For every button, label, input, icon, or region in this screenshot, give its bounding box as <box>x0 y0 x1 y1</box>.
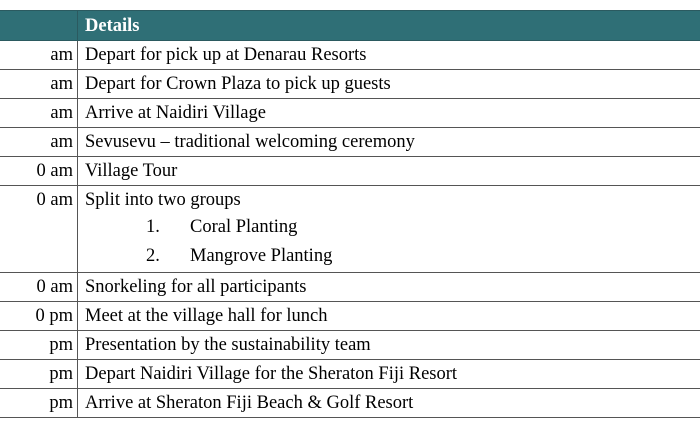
itinerary-table <box>0 10 700 418</box>
time-cell: 0 pm <box>0 302 78 331</box>
time-cell: 0 am <box>0 273 78 302</box>
list-item-text: Coral Planting <box>190 217 298 237</box>
details-cell: Snorkeling for all participants <box>78 273 700 302</box>
time-column-header <box>0 11 78 41</box>
time-cell: 0 am <box>0 157 78 186</box>
table-row <box>0 273 700 302</box>
table-row <box>0 128 700 157</box>
details-cell: Meet at the village hall for lunch <box>78 302 700 331</box>
time-cell: am <box>0 41 78 70</box>
details-cell: Arrive at Naidiri Village <box>78 99 700 128</box>
list-item-number: 1. <box>146 217 160 237</box>
table-row <box>0 41 700 70</box>
table-row <box>0 389 700 418</box>
details-cell: Arrive at Sheraton Fiji Beach & Golf Resort <box>78 389 700 418</box>
time-cell: pm <box>0 360 78 389</box>
time-cell: pm <box>0 331 78 360</box>
time-cell: 0 am <box>0 186 78 273</box>
table-row <box>0 302 700 331</box>
details-cell: Depart for pick up at Denarau Resorts <box>78 41 700 70</box>
details-cell: Depart Naidiri Village for the Sheraton Fiji Resort <box>78 360 700 389</box>
list-item <box>85 213 693 242</box>
details-cell <box>78 186 700 273</box>
details-cell: Depart for Crown Plaza to pick up guests <box>78 70 700 99</box>
details-text: Split into two groups <box>85 190 241 210</box>
table-row <box>0 157 700 186</box>
time-cell: pm <box>0 389 78 418</box>
table-row <box>0 186 700 273</box>
list-item-number: 2. <box>146 246 160 266</box>
table-header-row <box>0 11 700 41</box>
time-cell: am <box>0 99 78 128</box>
list-item-text: Mangrove Planting <box>190 246 333 266</box>
table-row <box>0 70 700 99</box>
details-column-header: Details <box>78 11 700 41</box>
list-item <box>85 242 693 271</box>
table-row <box>0 331 700 360</box>
time-cell: am <box>0 70 78 99</box>
details-cell: Presentation by the sustainability team <box>78 331 700 360</box>
time-cell: am <box>0 128 78 157</box>
table-row <box>0 360 700 389</box>
group-list <box>85 213 693 271</box>
table-row <box>0 99 700 128</box>
details-cell: Village Tour <box>78 157 700 186</box>
details-cell: Sevusevu – traditional welcoming ceremony <box>78 128 700 157</box>
